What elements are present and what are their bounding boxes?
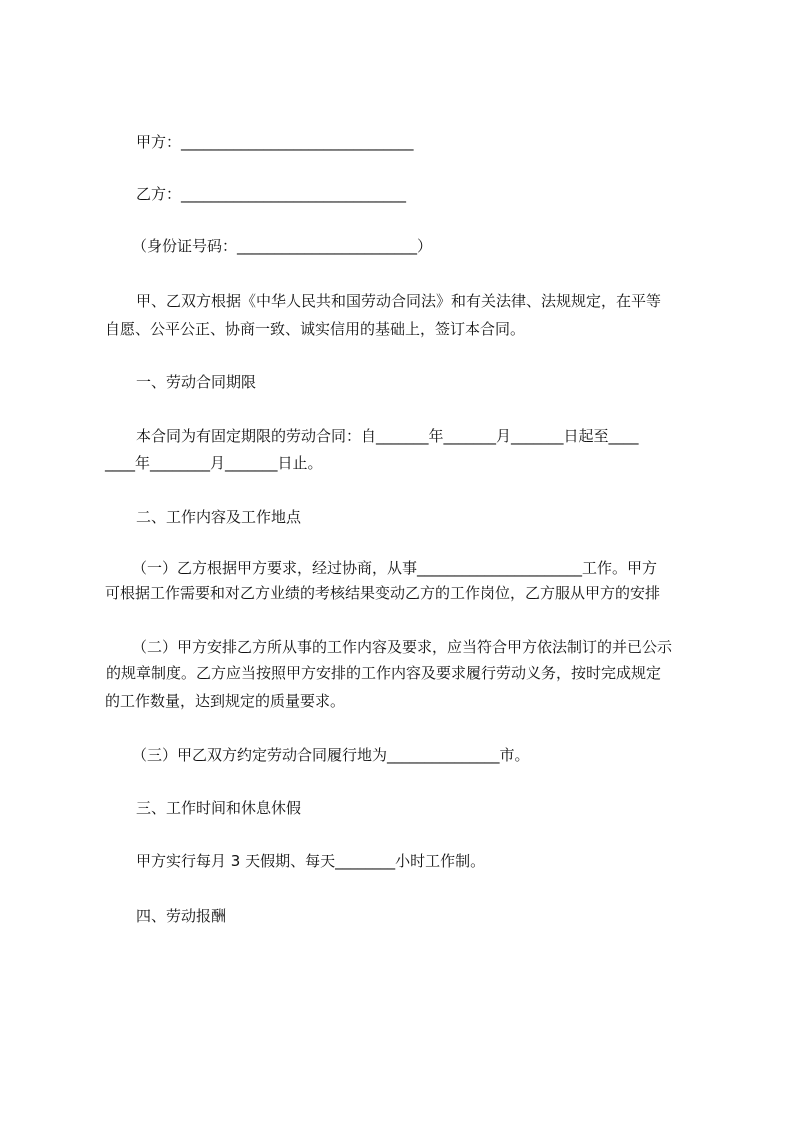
section1-line-2: ____年________月_______日止。 <box>105 454 323 472</box>
intro-line-1: 甲、乙双方根据《中华人民共和国劳动合同法》和有关法律、法规规定，在平等 <box>136 292 662 310</box>
section3-line-1: 甲方实行每月 3 天假期、每天________小时工作制。 <box>136 852 486 870</box>
section1-title: 一、劳动合同期限 <box>136 373 257 391</box>
section1-line-1: 本合同为有固定期限的劳动合同：自_______年_______月_______日起至____ <box>136 427 639 445</box>
party-a-line: 甲方：_______________________________ <box>136 133 414 151</box>
party-b-line: 乙方：______________________________ <box>136 185 407 203</box>
section2-item1-line-2: 可根据工作需要和对乙方业绩的考核结果变动乙方的工作岗位，乙方服从甲方的安排 <box>105 584 661 602</box>
section3-title: 三、工作时间和休息休假 <box>136 799 302 817</box>
section2-item2-line-2: 的规章制度。乙方应当按照甲方安排的工作内容及要求履行劳动义务，按时完成规定 <box>106 664 662 682</box>
section2-item3: （三）甲乙双方约定劳动合同履行地为_______________市。 <box>132 746 530 764</box>
intro-line-2: 自愿、公平公正、协商一致、诚实信用的基础上，签订本合同。 <box>105 320 526 338</box>
section2-item2-line-3: 的工作数量，达到规定的质量要求。 <box>105 692 346 710</box>
section4-title: 四、劳动报酬 <box>136 907 227 925</box>
section2-item1-line-1: （一）乙方根据甲方要求，经过协商，从事______________________工作。甲方 <box>132 559 658 577</box>
section2-item2-line-1: （二）甲方安排乙方所从事的工作内容及要求，应当符合甲方依法制订的并已公示 <box>132 638 673 656</box>
section2-title: 二、工作内容及工作地点 <box>136 508 302 526</box>
id-number-line: （身份证号码：________________________） <box>132 237 433 255</box>
